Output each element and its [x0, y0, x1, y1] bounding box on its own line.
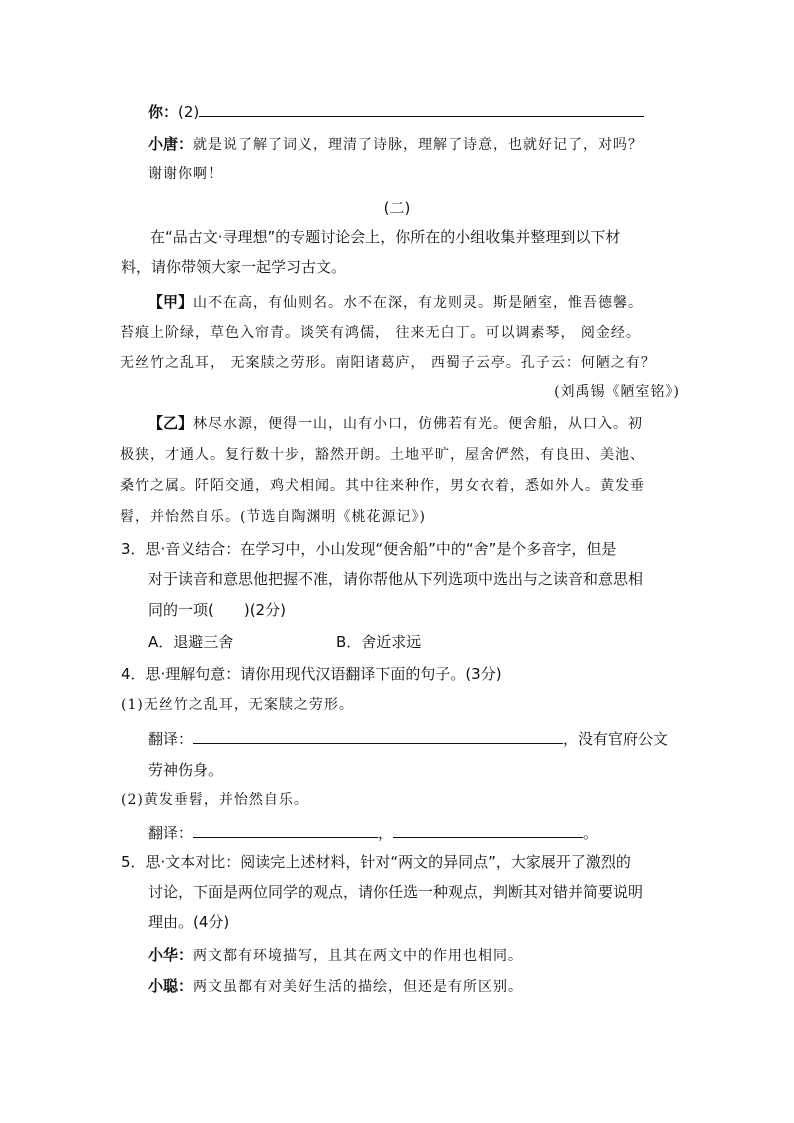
q4-sub1-translation-label: 翻译： — [148, 730, 194, 748]
q4-sub1-tail-1: ，没有官府公文 — [563, 730, 669, 748]
passage-yi-text-1: 林尽水源，便得一山，山有小口，仿佛若有光。便舍船，从口入。初 — [193, 416, 644, 432]
q4-sub2-translation-label: 翻译： — [148, 824, 194, 842]
q4-sub2-blank-1[interactable] — [193, 821, 378, 838]
intro-line-1: 在“品古文·寻理想”的专题讨论会上，你所在的小组收集并整理到以下材 — [150, 228, 621, 246]
tang-text-1: 就是说了解了词义，理清了诗脉，理解了诗意，也就好记了，对吗？ — [193, 137, 644, 153]
passage-jia-line-3: 无丝竹之乱耳， 无案牍之劳形。南阳诸葛庐， 西蜀子云亭。孔子云：何陋之有？ — [120, 355, 656, 371]
passage-jia-text-1: 山不在高，有仙则名。水不在深，有龙则灵。斯是陋室，惟吾德馨。 — [193, 295, 644, 311]
you-answer-blank[interactable] — [199, 100, 644, 117]
q5-cong-label: 小聪： — [148, 977, 194, 995]
you-label: 你： — [148, 103, 179, 121]
q3-option-a[interactable]: A．退避三舍 — [148, 633, 234, 651]
q4-sub2 — [121, 789, 309, 811]
q4-sub2-text: (2)黄发垂髫，并怡然自乐。 — [121, 792, 309, 808]
q5-opinion-hua — [148, 944, 523, 967]
q5-line-3: 理由。(4分) — [148, 913, 230, 931]
q3-line-2: 对于读音和意思他把握不准，请你帮他从下列选项中选出与之读音和意思相 — [148, 570, 644, 588]
q4-sub1 — [121, 694, 354, 716]
q4-sub2-comma: ， — [378, 824, 394, 842]
q4-sub2-translation-line — [148, 821, 598, 844]
q5-cong-text: 两文虽都有对美好生活的描绘，但还是有所区别。 — [193, 979, 524, 995]
passage-jia-tag: 【甲】 — [148, 293, 194, 311]
q4-sub1-text: (1)无丝竹之乱耳，无案牍之劳形。 — [121, 697, 354, 713]
passage-yi-line-4: 髫，并怡然自乐。(节选自陶渊明《桃花源记》) — [120, 509, 426, 525]
q5-opinion-cong — [148, 975, 523, 998]
section-heading: (二) — [383, 199, 411, 217]
you-answer-number: (2) — [178, 103, 200, 121]
passage-yi-tag: 【乙】 — [148, 414, 194, 432]
you-answer-line — [148, 100, 644, 123]
passage-yi-line-3: 桑竹之属。阡陌交通，鸡犬相闻。其中往来种作，男女衣着，悉如外人。黄发垂 — [120, 478, 645, 494]
tang-label: 小唐： — [148, 135, 194, 153]
q4-stem: 4．思·理解句意：请你用现代汉语翻译下面的句子。(3分) — [121, 665, 502, 683]
q4-sub1-tail-2: 劳神伤身。 — [148, 761, 224, 779]
passage-jia-source: (刘禹锡《陋室铭》) — [554, 384, 680, 400]
q4-sub2-period: 。 — [583, 824, 599, 842]
passage-yi-line-1 — [148, 412, 643, 435]
tang-line-2: 谢谢你啊！ — [148, 166, 223, 182]
q5-line-2: 讨论，下面是两位同学的观点，请你任选一种观点，判断其对错并简要说明 — [148, 883, 644, 901]
q4-sub1-translation-line — [148, 727, 668, 750]
q5-line-1: 5．思·文本对比：阅读完上述材料，针对“两文的异同点”，大家展开了激烈的 — [121, 853, 631, 871]
q4-sub1-blank[interactable] — [193, 727, 563, 744]
passage-yi-line-2: 极狭，才通人。复行数十步，豁然开朗。土地平旷，屋舍俨然，有良田、美池、 — [120, 447, 645, 463]
q3-line-3: 同的一项( )(2分) — [148, 601, 286, 619]
q4-sub2-blank-2[interactable] — [393, 821, 583, 838]
q5-hua-label: 小华： — [148, 946, 194, 964]
q3-option-b[interactable]: B．舍近求远 — [336, 633, 422, 651]
passage-jia-line-1 — [148, 291, 643, 314]
passage-jia-line-2: 苔痕上阶绿，草色入帘青。谈笑有鸿儒， 往来无白丁。可以调素琴， 阅金经。 — [120, 325, 641, 341]
q3-line-1: 3．思·音义结合：在学习中，小山发现“便舍船”中的“舍”是个多音字，但是 — [121, 540, 617, 558]
intro-line-2: 料，请你带领大家一起学习古文。 — [121, 258, 347, 276]
tang-line-1 — [148, 133, 643, 156]
q5-hua-text: 两文都有环境描写，且其在两文中的作用也相同。 — [193, 948, 524, 964]
